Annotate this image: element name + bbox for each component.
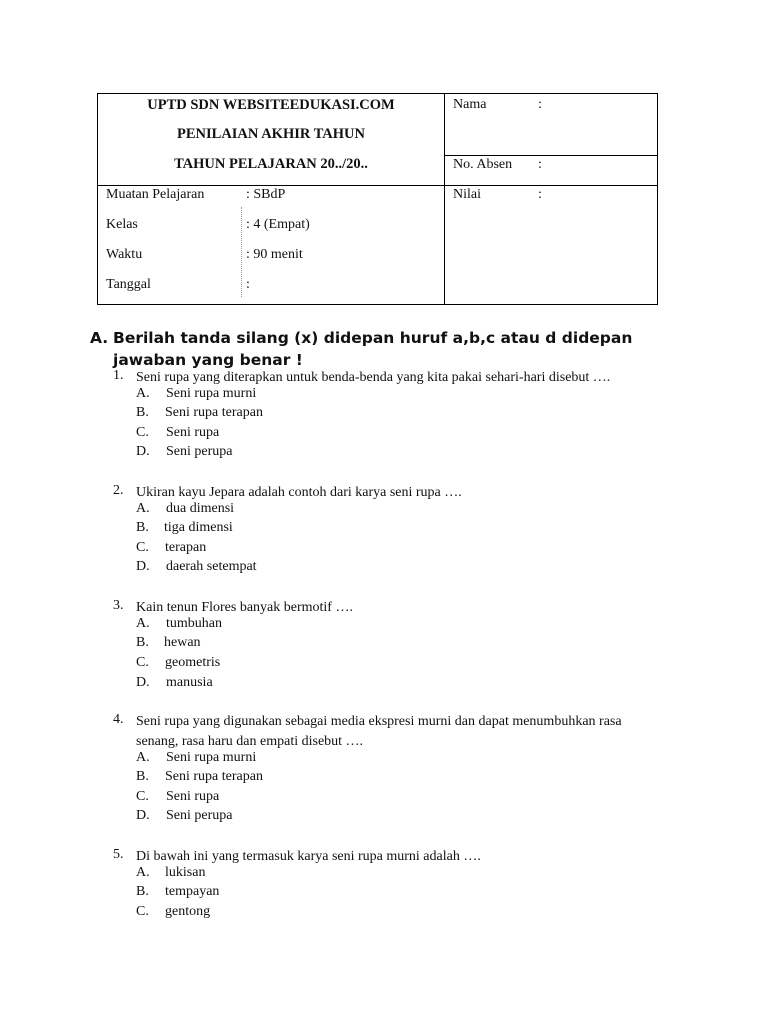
- mapel-value: : SBdP: [246, 187, 286, 202]
- option-letter: D.: [136, 808, 150, 823]
- option-text: tiga dimensi: [164, 520, 233, 535]
- absen-label: No. Absen: [453, 157, 513, 172]
- option-text: manusia: [166, 675, 213, 690]
- kelas-value: : 4 (Empat): [246, 217, 310, 232]
- question-text: Kain tenun Flores banyak bermotif ….: [136, 600, 353, 615]
- exam-name: PENILAIAN AKHIR TAHUN: [177, 126, 365, 142]
- option-letter: A.: [136, 750, 150, 765]
- option-letter: C.: [136, 789, 149, 804]
- kelas-row: [106, 217, 436, 233]
- option-letter: B.: [136, 520, 149, 535]
- option-text: Seni rupa: [166, 425, 220, 440]
- option-text: tempayan: [165, 884, 220, 899]
- question-text: Seni rupa yang digunakan sebagai media ekspresi murni dan dapat menumbuhkan rasa senang, rasa haru dan empati disebut ….: [136, 714, 622, 749]
- option-letter: D.: [136, 559, 150, 574]
- question-number: 3.: [113, 598, 124, 613]
- option-letter: D.: [136, 444, 150, 459]
- option-letter: D.: [136, 675, 150, 690]
- kelas-label: Kelas: [106, 217, 138, 232]
- option-letter: C.: [136, 655, 149, 670]
- option-letter: C.: [136, 904, 149, 919]
- header-right-divider: [444, 155, 657, 156]
- option-text: tumbuhan: [166, 616, 222, 631]
- header-vertical-divider: [444, 94, 445, 304]
- waktu-row: [106, 247, 436, 263]
- question-number: 4.: [113, 712, 124, 727]
- question-number: 1.: [113, 368, 124, 383]
- option-text: geometris: [165, 655, 221, 670]
- absen-field[interactable]: [453, 157, 542, 173]
- header-horizontal-divider: [98, 185, 657, 186]
- section-instruction-text: Berilah tanda silang (x) didepan huruf a,b,c atau d didepan jawaban yang benar !: [113, 329, 633, 369]
- option-text: Seni perupa: [166, 808, 233, 823]
- nama-label: Nama: [453, 97, 487, 112]
- mapel-label: Muatan Pelajaran: [106, 187, 205, 202]
- option-letter: C.: [136, 425, 149, 440]
- tanggal-value: :: [246, 277, 250, 292]
- school-name: UPTD SDN WEBSITEEDUKASI.COM: [147, 97, 395, 113]
- option-letter: A.: [136, 865, 150, 880]
- section-letter: A.: [90, 329, 109, 347]
- question-text: Di bawah ini yang termasuk karya seni rupa murni adalah ….: [136, 849, 481, 864]
- nilai-colon: :: [538, 187, 542, 202]
- option-text: dua dimensi: [166, 501, 235, 516]
- nilai-label: Nilai: [453, 187, 481, 202]
- option-text: Seni rupa terapan: [165, 769, 263, 784]
- option-text: terapan: [165, 540, 207, 555]
- option-letter: B.: [136, 635, 149, 650]
- option-letter: A.: [136, 501, 150, 516]
- nilai-field[interactable]: [453, 187, 542, 203]
- option-text: daerah setempat: [166, 559, 257, 574]
- option-letter: A.: [136, 616, 150, 631]
- option-text: Seni rupa murni: [166, 386, 257, 401]
- option-text: hewan: [164, 635, 201, 650]
- exam-title-block: [98, 94, 444, 185]
- option-letter: C.: [136, 540, 149, 555]
- nama-colon: :: [538, 97, 542, 112]
- option-text: lukisan: [165, 865, 206, 880]
- tanggal-label: Tanggal: [106, 277, 151, 292]
- option-text: Seni perupa: [166, 444, 233, 459]
- question-number: 5.: [113, 847, 124, 862]
- option-text: gentong: [165, 904, 211, 919]
- question-number: 2.: [113, 483, 124, 498]
- mapel-row: [106, 187, 436, 203]
- option-letter: B.: [136, 405, 149, 420]
- question-text: Ukiran kayu Jepara adalah contoh dari karya seni rupa ….: [136, 485, 462, 500]
- academic-year: TAHUN PELAJARAN 20../20..: [174, 156, 368, 172]
- option-text: Seni rupa terapan: [165, 405, 263, 420]
- question-text: Seni rupa yang diterapkan untuk benda-benda yang kita pakai sehari-hari disebut ….: [136, 370, 611, 385]
- option-letter: B.: [136, 884, 149, 899]
- waktu-label: Waktu: [106, 247, 143, 262]
- option-letter: A.: [136, 386, 150, 401]
- tanggal-row[interactable]: [106, 277, 436, 293]
- option-text: Seni rupa: [166, 789, 220, 804]
- absen-colon: :: [538, 157, 542, 172]
- nama-field[interactable]: [453, 97, 542, 113]
- exam-header-table: [97, 93, 658, 305]
- option-text: Seni rupa murni: [166, 750, 257, 765]
- option-letter: B.: [136, 769, 149, 784]
- waktu-value: : 90 menit: [246, 247, 303, 262]
